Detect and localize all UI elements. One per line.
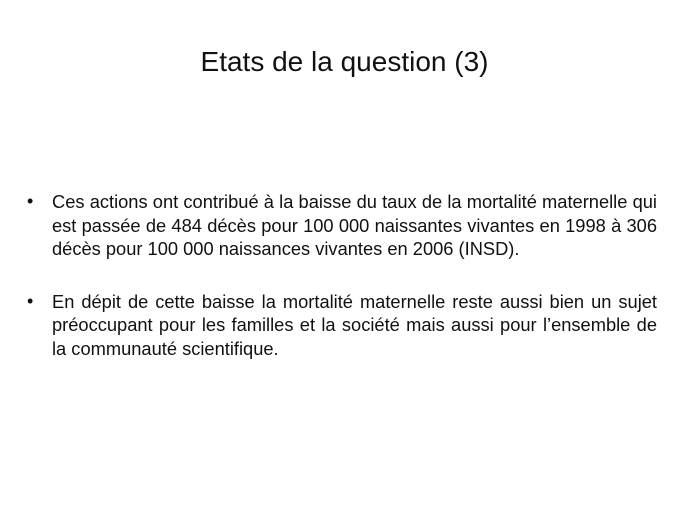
bullet-text: Ces actions ont contribué à la baisse du taux de la mortalité maternelle qui est passée de 484 décès pour 100 000 naissantes vivantes en 1998 à 306 décès pour 100 000 naissances vivantes en 2006 (INSD). (52, 191, 657, 260)
bullet-text: En dépit de cette baisse la mortalité maternelle reste aussi bien un sujet préoccupant pour les familles et la société mais aussi pour l’ensemble de la communauté scientifique. (52, 290, 657, 359)
bullet-list (27, 190, 657, 361)
bullet-icon: • (27, 191, 34, 211)
slide-title: Etats de la question (3) (200, 46, 489, 77)
bullet-icon: • (27, 290, 34, 311)
bullet-item-concern (27, 290, 657, 361)
bullet-item-actions (27, 190, 657, 261)
